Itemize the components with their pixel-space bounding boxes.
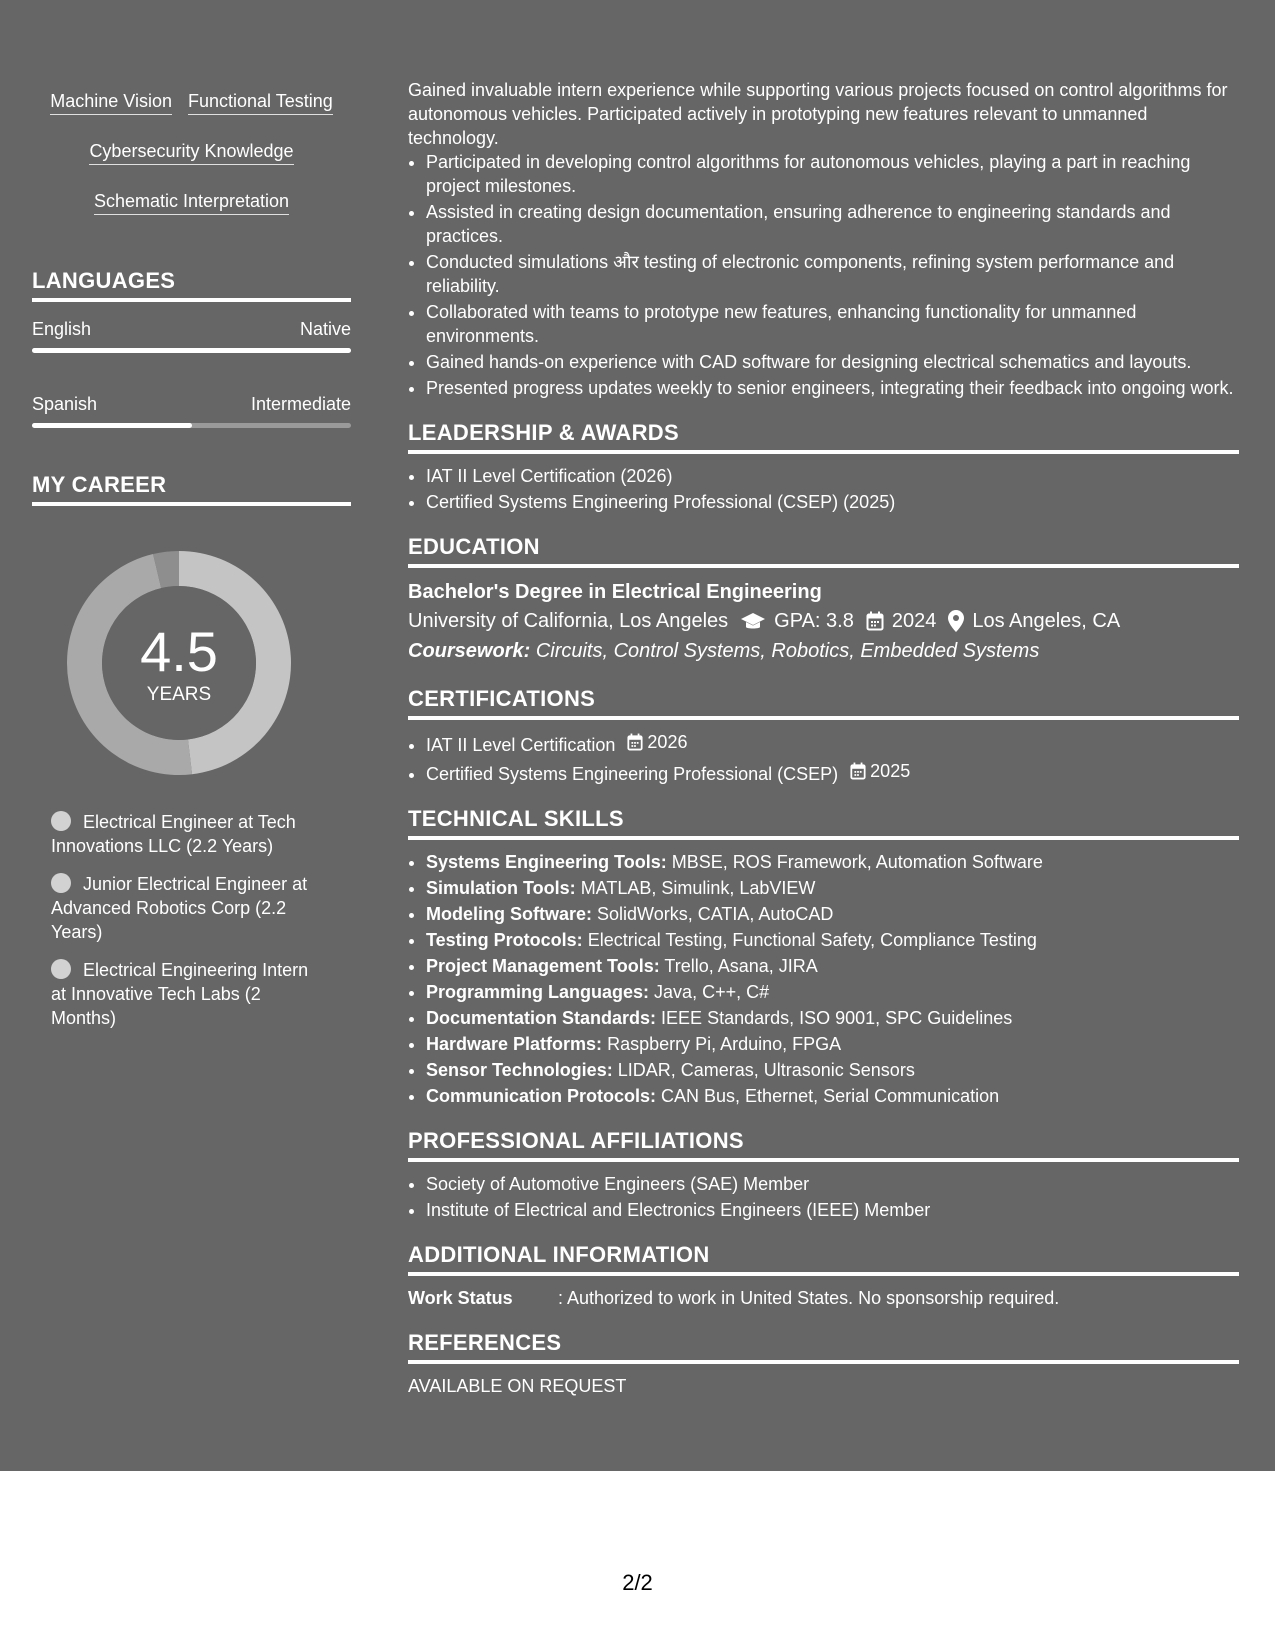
certification-year: 2025 (870, 761, 911, 781)
leadership-list (408, 464, 1239, 514)
language-bar (32, 423, 351, 428)
skill-value: MATLAB, Simulink, LabVIEW (580, 878, 816, 898)
calendar-icon (850, 762, 866, 780)
career-item (51, 872, 323, 944)
skill-item (426, 1032, 1239, 1056)
skill-value: IEEE Standards, ISO 9001, SPC Guidelines (661, 1008, 1013, 1028)
certification-year: 2026 (647, 732, 688, 752)
skill-label: Modeling Software: (426, 904, 592, 924)
skill-tags (32, 84, 351, 234)
skill-value: Raspberry Pi, Arduino, FPGA (607, 1034, 842, 1054)
school-name: University of California, Los Angeles (408, 610, 729, 632)
skill-item (426, 980, 1239, 1004)
graduation-cap-icon (740, 611, 766, 631)
skill-label: Documentation Standards: (426, 1008, 657, 1028)
experience-bullets (408, 150, 1239, 400)
career-item (51, 958, 323, 1030)
leadership-item: • IAT II Level Certification (2026) (426, 464, 1239, 488)
career-item-label: Electrical Engineering Intern at Innovative Tech Labs (2 Months) (51, 960, 309, 1028)
skill-value: Java, C++, C# (654, 982, 770, 1002)
work-status-row (408, 1286, 1239, 1310)
language-level: Native (299, 319, 351, 339)
language-bar (32, 348, 351, 353)
language-item (32, 393, 351, 428)
skill-item (426, 928, 1239, 952)
language-list (32, 318, 351, 428)
experience-bullet: • Participated in developing control algorithms for autonomous vehicles, playing a part in reaching project milestones. (426, 150, 1239, 198)
experience-bullet: • Gained hands-on experience with CAD software for designing electrical schematics and layouts. (426, 350, 1239, 374)
career-unit: YEARS (146, 684, 212, 705)
left-column (32, 84, 351, 1044)
experience-bullet: • Conducted simulations और testing of electronic components, refining system performance and reliability. (426, 250, 1239, 298)
gpa: GPA: 3.8 (774, 610, 854, 632)
work-status-value: : Authorized to work in United States. No sponsorship required. (558, 1288, 1060, 1308)
skill-item (426, 1006, 1239, 1030)
experience-bullet: • Presented progress updates weekly to senior engineers, integrating their feedback into ongoing work. (426, 376, 1239, 400)
skill-label: Hardware Platforms: (426, 1034, 603, 1054)
skill-value: Electrical Testing, Functional Safety, Compliance Testing (587, 930, 1037, 950)
certification-name: Certified Systems Engineering Professional (CSEP) (426, 764, 839, 784)
language-level: Intermediate (250, 394, 351, 414)
coursework-label: Coursework: (408, 640, 531, 662)
experience-summary: Gained invaluable intern experience while supporting various projects focused on control algorithms for autonomous vehicles. Participated actively in prototyping new features relevant to unmanned technology. (408, 80, 1228, 148)
references-text: AVAILABLE ON REQUEST (408, 1376, 627, 1396)
career-item-label: Electrical Engineer at Tech Innovations LLC (2.2 Years) (51, 812, 296, 856)
location-pin-icon (948, 610, 964, 632)
page-number: 2/2 (622, 1570, 653, 1595)
right-column (408, 78, 1239, 1398)
skill-value: SolidWorks, CATIA, AutoCAD (597, 904, 834, 924)
skill-tag: Cybersecurity Knowledge (89, 140, 293, 165)
career-donut (66, 550, 292, 776)
languages-heading: LANGUAGES (32, 268, 351, 302)
certification-name: IAT II Level Certification (426, 735, 616, 755)
skill-label: Systems Engineering Tools: (426, 852, 667, 872)
certification-item (426, 730, 1239, 757)
career-item-label: Junior Electrical Engineer at Advanced Robotics Corp (2.2 Years) (51, 874, 308, 942)
skill-item (426, 1084, 1239, 1108)
certification-item (426, 759, 1239, 786)
bullet-dot-icon (51, 811, 71, 831)
language-bar-fill (32, 348, 351, 353)
education-heading: EDUCATION (408, 534, 1239, 568)
certifications-list (408, 730, 1239, 786)
additional-info-heading: ADDITIONAL INFORMATION (408, 1242, 1239, 1276)
certifications-heading: CERTIFICATIONS (408, 686, 1239, 720)
graduation-year: 2024 (891, 610, 937, 632)
skill-label: Programming Languages: (426, 982, 650, 1002)
technical-skills-list (408, 850, 1239, 1108)
coursework-list: Circuits, Control Systems, Robotics, Embedded Systems (535, 640, 1040, 662)
skill-tag: Machine Vision (50, 90, 172, 115)
experience-bullet: • Assisted in creating design documentation, ensuring adherence to engineering standards and practices. (426, 200, 1239, 248)
skill-label: Project Management Tools: (426, 956, 660, 976)
affiliations-heading: PROFESSIONAL AFFILIATIONS (408, 1128, 1239, 1162)
bullet-dot-icon (51, 959, 71, 979)
skill-item (426, 850, 1239, 874)
language-name: English (32, 319, 92, 339)
skill-label: Communication Protocols: (426, 1086, 657, 1106)
affiliation-item: • Institute of Electrical and Electronics Engineers (IEEE) Member (426, 1198, 1239, 1222)
skill-value: CAN Bus, Ethernet, Serial Communication (661, 1086, 1000, 1106)
skill-label: Sensor Technologies: (426, 1060, 613, 1080)
education-location: Los Angeles, CA (972, 610, 1121, 632)
language-bar-fill (32, 423, 192, 428)
skill-value: Trello, Asana, JIRA (664, 956, 818, 976)
leadership-heading: LEADERSHIP & AWARDS (408, 420, 1239, 454)
skill-item (426, 876, 1239, 900)
technical-skills-heading: TECHNICAL SKILLS (408, 806, 1239, 840)
references-heading: REFERENCES (408, 1330, 1239, 1364)
donut-center (66, 622, 292, 706)
degree-title: Bachelor's Degree in Electrical Engineering (408, 581, 822, 603)
affiliation-item: • Society of Automotive Engineers (SAE) Member (426, 1172, 1239, 1196)
language-item (32, 318, 351, 353)
skill-item (426, 954, 1239, 978)
skill-item (426, 1058, 1239, 1082)
calendar-icon (866, 611, 884, 631)
skill-value: LIDAR, Cameras, Ultrasonic Sensors (617, 1060, 915, 1080)
calendar-icon (627, 733, 643, 751)
affiliations-list (408, 1172, 1239, 1222)
coursework (408, 636, 1239, 666)
skill-label: Simulation Tools: (426, 878, 576, 898)
experience-bullet: • Collaborated with teams to prototype new features, enhancing functionality for unmanned environments. (426, 300, 1239, 348)
work-status-label: Work Status (408, 1288, 513, 1308)
language-name: Spanish (32, 394, 98, 414)
skill-tag: Schematic Interpretation (94, 190, 289, 215)
career-total: 4.5 (140, 620, 218, 683)
education-details (408, 606, 1239, 636)
skill-item (426, 902, 1239, 926)
career-list (51, 810, 323, 1030)
skill-tag: Functional Testing (188, 90, 333, 115)
career-item (51, 810, 323, 858)
skill-label: Testing Protocols: (426, 930, 583, 950)
bullet-dot-icon (51, 873, 71, 893)
skill-value: MBSE, ROS Framework, Automation Software (671, 852, 1043, 872)
leadership-item: • Certified Systems Engineering Professional (CSEP) (2025) (426, 490, 1239, 514)
career-heading: MY CAREER (32, 472, 351, 506)
